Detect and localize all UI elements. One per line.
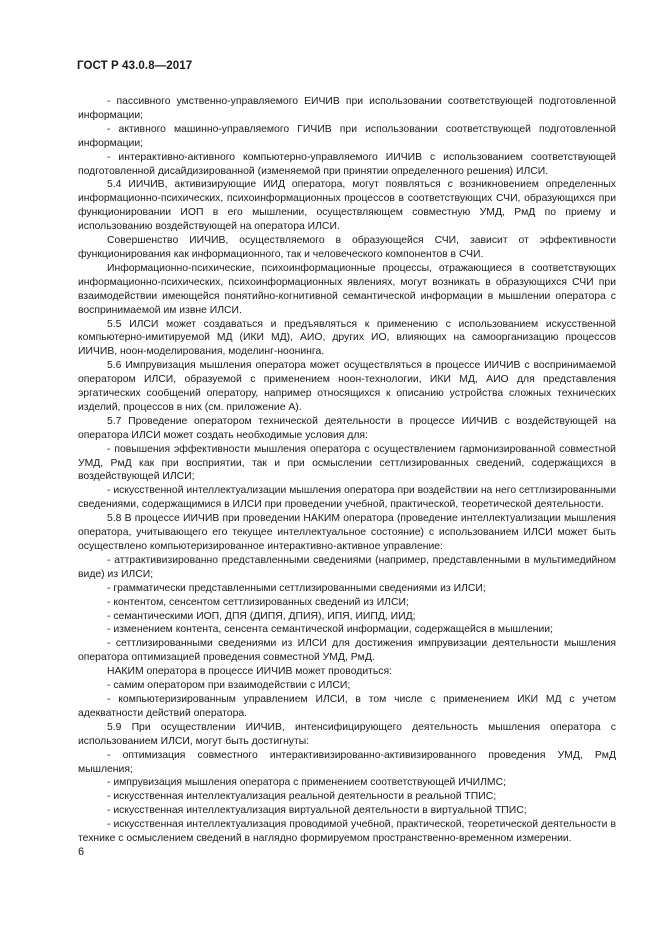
paragraph: НАКИМ оператора в процессе ИИЧИВ может проводиться: — [107, 666, 393, 678]
paragraph: - аттрактивизированно представленными сведениями (например, представленными в мультимедийном виде) из ИЛСИ; — [78, 554, 616, 580]
paragraph: - семантическими ИОП, ДПЯ (ДИПЯ, ДПИЯ), ИПЯ, ИИПД, ИИД; — [107, 610, 416, 622]
paragraph: - компьютеризированным управлением ИЛСИ, в том числе с применением ИКИ МД с учетом адекватности действий оператора. — [78, 693, 616, 719]
paragraph: 5.7 Проведение оператором технической деятельности в процессе ИИЧИВ с воздействующей на оператора ИЛСИ может создать необходимые условия для: — [78, 415, 616, 441]
paragraph: Совершенство ИИЧИВ, осуществляемого в образующейся СЧИ, зависит от эффективности функционирования как информационного, так и человеческого компонентов в СЧИ. — [78, 235, 616, 260]
paragraph: - искусственной интеллектуализации мышления оператора при воздействии на него сеттлизированными сведениями, содержащимися в ИЛСИ при проведении учебной, практической, теоретической деятельности. — [78, 485, 616, 511]
paragraph: - искусственная интеллектуализация проводимой учебной, практической, теоретической деятельности в технике с осмыслением сведений в наглядно формируемом пространственно-временном измерении. — [78, 819, 616, 845]
paragraph: - активного машинно-управляемого ГИЧИВ при использовании соответствующей подготовленной информации; — [78, 123, 616, 149]
paragraph: 5.9 При осуществлении ИИЧИВ, интенсифицирующего деятельность мышления оператора с использованием ИЛСИ, могут быть достигнуты: — [78, 721, 616, 747]
paragraph: - импрувизация мышления оператора с применением соответствующей ИЧИЛМС; — [107, 777, 506, 789]
paragraph: - грамматически представленными сеттлизированными сведениями из ИЛСИ; — [107, 582, 486, 594]
paragraph: - искусственная интеллектуализация виртуальной деятельности в виртуальной ТПИС; — [107, 805, 527, 817]
paragraph: - оптимизация совместного интерактивизированно-активизированного проведения УМД, РмД мышления; — [78, 749, 616, 775]
paragraph: - изменением контента, сенсента семантической информации, содержащейся в мышлении; — [107, 624, 553, 636]
paragraph: 5.8 В процессе ИИЧИВ при проведении НАКИМ оператора (проведение интеллектуализации мышления оператора, учитывающего его текущее интеллектуальное состояние) с использованием ИЛСИ может быть осуществлено компьютеризированное интерактивно-активное управление: — [78, 513, 616, 552]
paragraph: 5.5 ИЛСИ может создаваться и предъявляться к применению с использованием искусственной компьютерно-имитируемой МД (ИКИ МД), АИО, других ИО, влияющих на самоорганизацию процессов ИИЧИВ, ноон-моделирования, моделинг-ноонинга. — [78, 318, 616, 358]
paragraph: - искусственная интеллектуализация реальной деятельности в реальной ТПИС; — [107, 791, 497, 803]
paragraph: - повышения эффективности мышления оператора с осуществлением гармонизированной совместной УМД, РмД как при восприятии, так и при осмыслении сеттлизированных сведений, содержащихся в воздействующей ИЛСИ; — [78, 443, 616, 483]
paragraph: - пассивного умственно-управляемого ЕИЧИВ при использовании соответствующей подготовленной информации; — [78, 96, 616, 121]
paragraph: 5.6 Импрувизация мышления оператора может осуществляться в процессе ИИЧИВ с воспринимаемой оператором ИЛСИ, образуемой с применением ноон-технологии, ИКИ МД, АИО для представления эргатических сообщений оператору, например относящихся к описанию устройства сложных технических изделий, процессов в них (см. приложение А). — [78, 360, 616, 413]
paragraph: - сеттлизированными сведениями из ИЛСИ для достижения импрувизации деятельности мышления оператора оптимизацией проведения совместной УМД, РмД. — [78, 638, 616, 664]
paragraph: - интерактивно-активного компьютерно-управляемого ИИЧИВ с использованием соответствующей подготовленной дисайдизированной (изменяемой при принятии определенного решения) ИЛСИ. — [78, 151, 616, 177]
document-body — [78, 95, 616, 846]
paragraph: - контентом, сенсентом сеттлизированных сведений из ИЛСИ; — [107, 596, 409, 608]
paragraph: Информационно-психические, психоинформационные процессы, отражающиеся в соответствующих информационно-психических, психоинформационных явлениях, могут возникать в образующихся СЧИ при взаимодействии имеющейся понятийно-когнитивной семантической информации в мышлении оператора с воспринимаемой им извне ИЛСИ. — [78, 262, 616, 316]
standard-code-header: ГОСТ Р 43.0.8—2017 — [77, 60, 193, 72]
paragraph: 5.4 ИИЧИВ, активизирующие ИИД оператора, могут появляться с возникновением определенных информационно-психических, психоинформационных процессов в соответствующих СЧИ, образующихся при функционировании ИОП в его мышлении, осуществляющем совместную УМД, РмД по приему и использованию воздействующей на оператора ИЛСИ. — [78, 179, 616, 233]
page-number: 6 — [78, 846, 85, 858]
paragraph: - самим оператором при взаимодействии с ИЛСИ; — [107, 680, 351, 692]
